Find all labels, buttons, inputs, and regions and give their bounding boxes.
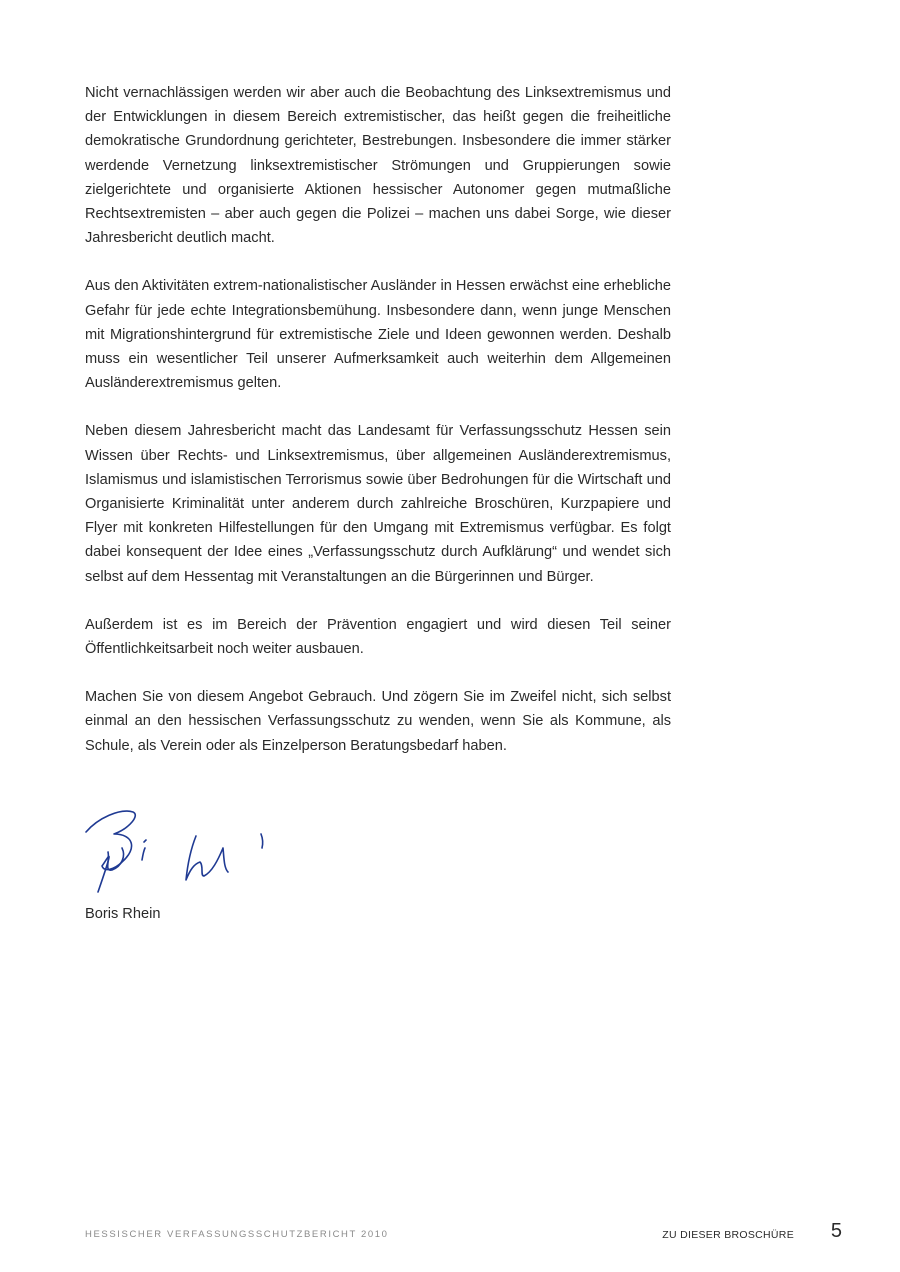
paragraph: Nicht vernachlässigen werden wir aber auch die Beobachtung des Linksextremismus und der Entwicklungen in diesem Bereich extremistischer, das heißt gegen die freiheitliche demokratische Grundordnung gerichteter, Bestrebungen. Insbesondere die immer stärker werdende Vernetzung linksextremistischer Strömungen und Gruppierungen sowie zielgerichtete und organisierte Aktionen hessischer Autonomer gegen mutmaßliche Rechtsextremisten – aber auch gegen die Polizei – machen uns dabei Sorge, wie dieser Jahresbericht deutlich macht. — [85, 85, 671, 247]
paragraph: Neben diesem Jahresbericht macht das Landesamt für Verfassungsschutz Hessen sein Wissen über Rechts- und Linksextremismus, über allgemeinen Ausländerextremismus, Islamismus und islamistischen Terrorismus sowie über Bedrohungen für die Wirtschaft und Organisierte Kriminalität unter anderem durch zahlreiche Broschüren, Kurzpapiere und Flyer mit konkreten Hilfestellungen für den Umgang mit Extremismus verfügbar. Es folgt dabei konsequent der Idee eines „Verfassungsschutz durch Aufklärung“ und wendet sich selbst auf dem Hessentag mit Veranstaltungen an die Bürgerinnen und Bürger. — [85, 423, 671, 585]
signature-stroke-dot — [144, 840, 146, 842]
handwritten-signature — [78, 800, 278, 895]
paragraph: Aus den Aktivitäten extrem-nationalistischer Ausländer in Hessen erwächst eine erhebliche Gefahr für jede echte Integrationsbemühung. Insbesondere dann, wenn junge Menschen mit Migrationshintergrund für extremistische Ziele und Ideen gewonnen werden. Deshalb muss ein wesentlicher Teil unserer Aufmerksamkeit auch weiterhin dem Allgemeinen Ausländerextremismus gelten. — [85, 278, 671, 392]
signature-stroke-r — [142, 848, 145, 860]
footer-publication-title: HESSISCHER VERFASSUNGSSCHUTZBERICHT 2010 — [85, 1229, 389, 1240]
signature-strokes — [86, 811, 263, 892]
page-number: 5 — [830, 1220, 842, 1242]
body-text — [85, 81, 671, 782]
signature-stroke-b — [86, 811, 135, 892]
footer-section-title: ZU DIESER BROSCHÜRE — [662, 1229, 794, 1241]
signature-stroke-tick — [261, 834, 263, 848]
signature-stroke-h — [186, 836, 228, 880]
signer-name: Boris Rhein — [85, 906, 161, 922]
paragraph: Außerdem ist es im Bereich der Prävention engagiert und wird diesen Teil seiner Öffentlichkeitsarbeit noch weiter ausbauen. — [85, 616, 671, 658]
paragraph: Machen Sie von diesem Angebot Gebrauch. Und zögern Sie im Zweifel nicht, sich selbst einmal an den hessischen Verfassungsschutz zu wenden, wenn Sie als Kommune, als Schule, als Verein oder als Einzelperson Beratungsbedarf haben. — [85, 689, 671, 754]
